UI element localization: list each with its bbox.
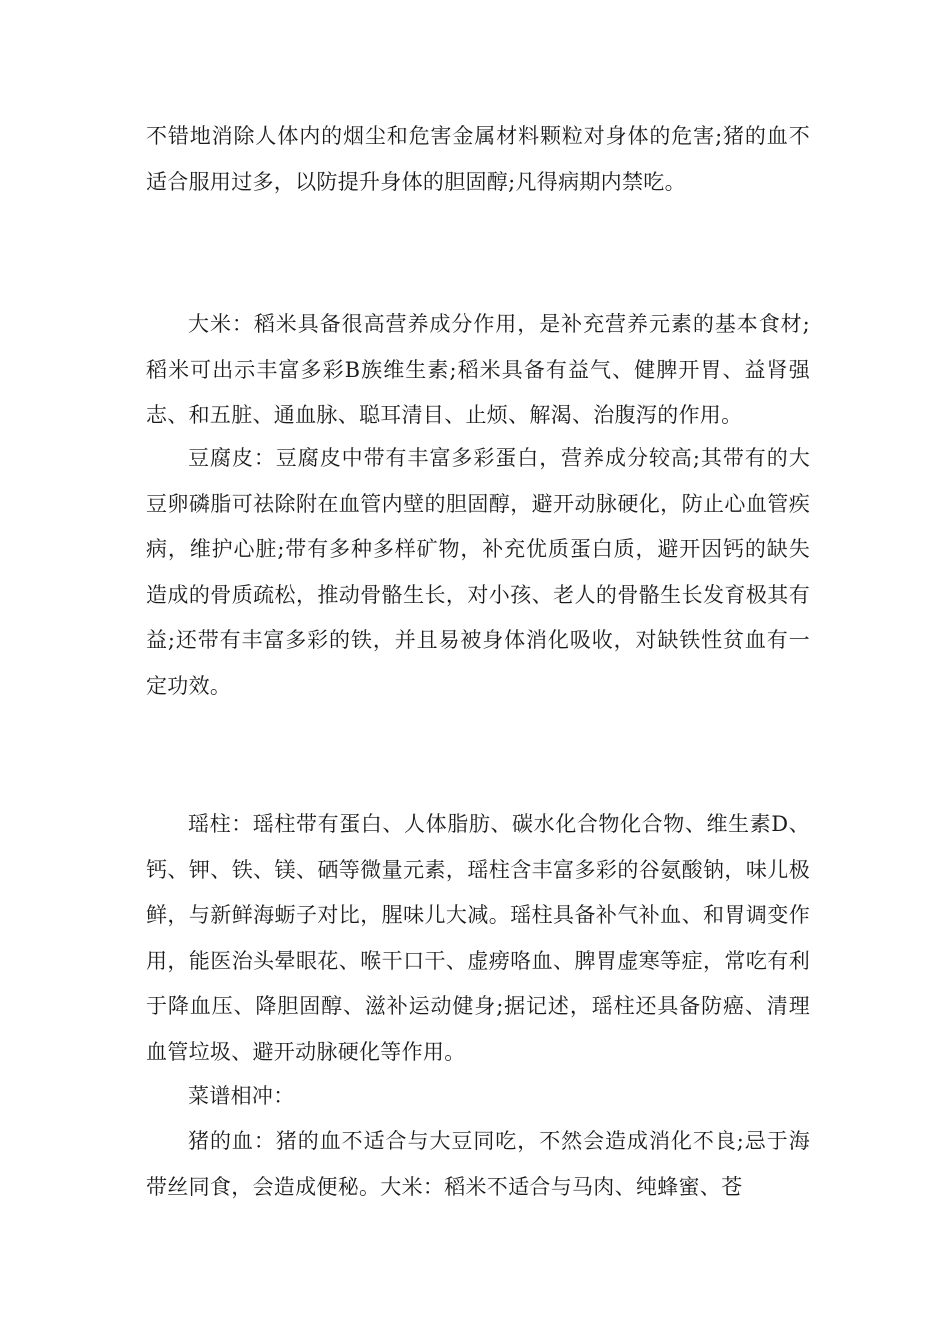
paragraph-pig-blood-continued: 不错地消除人体内的烟尘和危害金属材料颗粒对身体的危害;猪的血不适合服用过多，以防提升身体的胆固醇;凡得病期内禁吃。 [146,124,810,194]
paragraph-tofu-skin: 豆腐皮：豆腐皮中带有丰富多彩蛋白，营养成分较高;其带有的大豆卵磷脂可祛除附在血管内壁的胆固醇，避开动脉硬化，防止心血管疾病，维护心脏;带有多种多样矿物，补充优质蛋白质，避开因钙的缺失造成的骨质疏松，推动骨骼生长，对小孩、老人的骨骼生长发育极其有益;还带有丰富多彩的铁，并且易被身体消化吸收，对缺铁性贫血有一定功效。 [146,446,810,698]
paragraph-dried-scallop: 瑶柱：瑶柱带有蛋白、人体脂肪、碳水化合物化合物、维生素D、钙、钾、铁、镁、硒等微量元素，瑶柱含丰富多彩的谷氨酸钠，味儿极鲜，与新鲜海蛎子对比，腥味儿大减。瑶柱具备补气补血、和胃调变作用，能医治头晕眼花、喉干口干、虚痨咯血、脾胃虚寒等症，常吃有利于降血压、降胆固醇、滋补运动健身;据记述，瑶柱还具备防癌、清理血管垃圾、避开动脉硬化等作用。 [146,812,810,1064]
paragraph-food-conflicts-heading: 菜谱相冲： [188,1084,295,1108]
paragraph-rice: 大米：稻米具备很高营养成分作用，是补充营养元素的基本食材;稻米可出示丰富多彩B族维生素;稻米具备有益气、健脾开胃、益肾强志、和五脏、通血脉、聪耳清目、止烦、解渴、治腹泻的作用。 [146,312,810,427]
paragraph-pig-blood-conflicts: 猪的血：猪的血不适合与大豆同吃，不然会造成消化不良;忌于海带丝同食，会造成便秘。大米：稻米不适合与马肉、纯蜂蜜、苍 [146,1129,810,1199]
